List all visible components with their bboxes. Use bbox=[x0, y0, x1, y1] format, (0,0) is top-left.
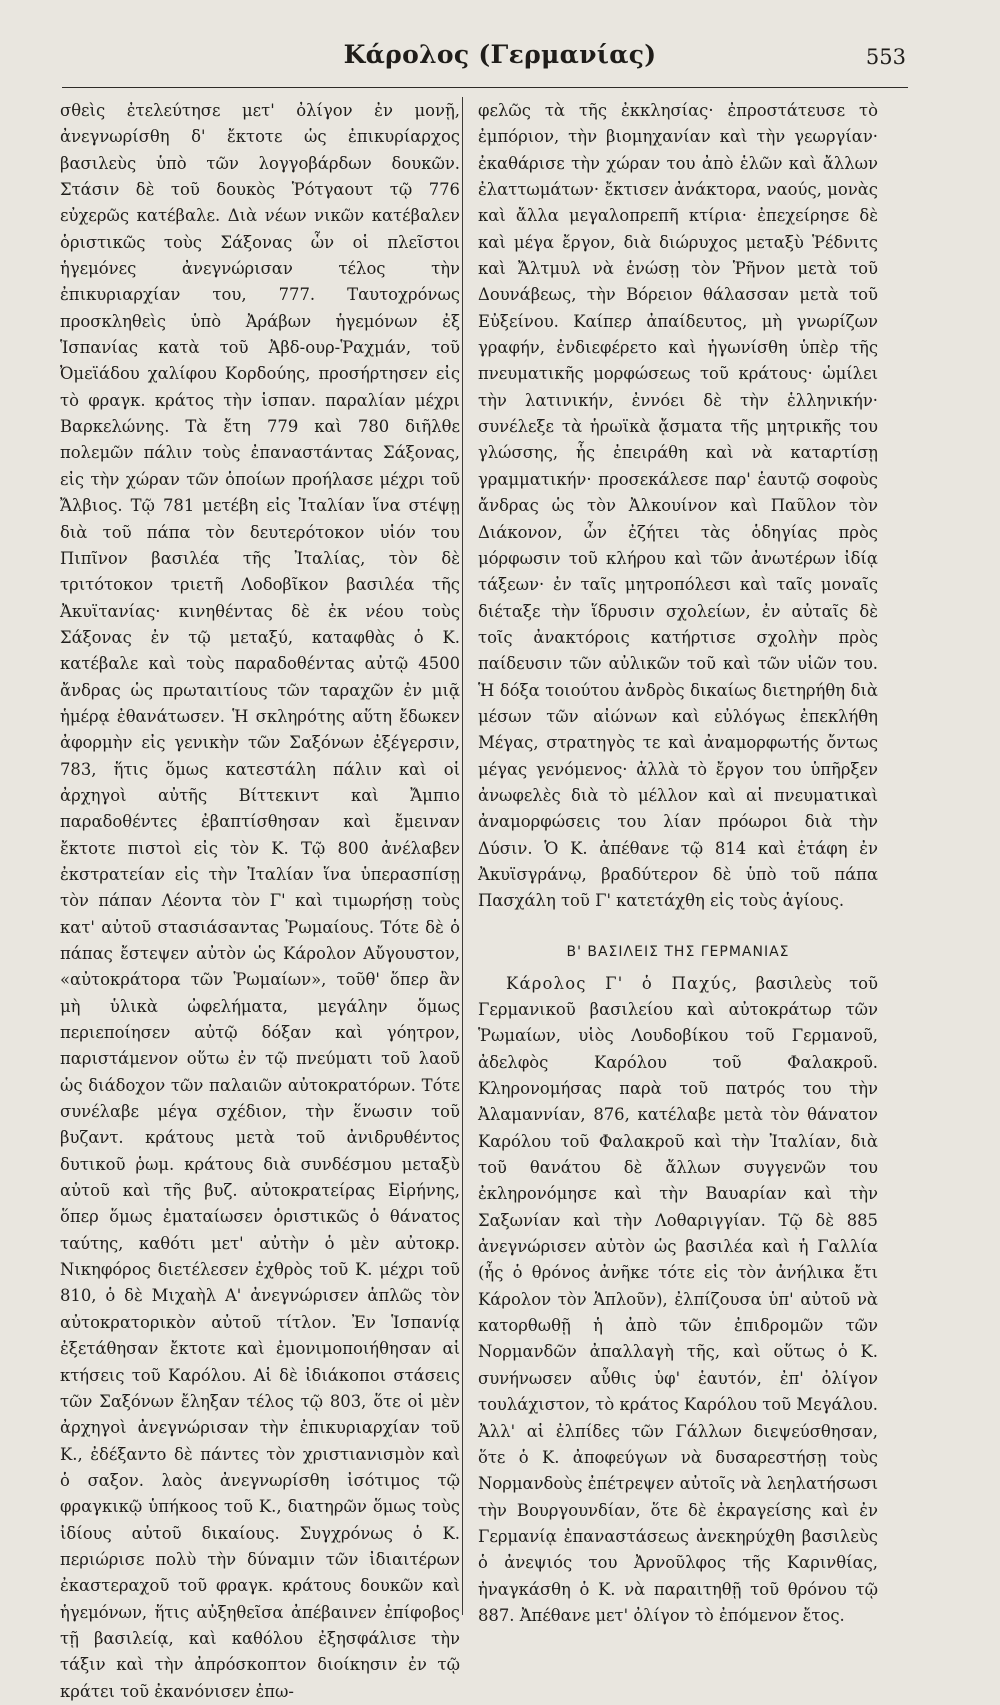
page-header bbox=[0, 40, 1000, 84]
left-column-text: σθεὶς ἐτελεύτησε μετ' ὀλίγον ἐν μονῇ, ἀνεγνωρίσθη δ' ἔκτοτε ὡς ἐπικυρίαρχος βασιλεὺς ὑπὸ τῶν λογγοβάρδων δουκῶν. Στάσιν δὲ τοῦ δουκὸς Ῥότγαουτ τῷ 776 εὐχερῶς κατέβαλε. Διὰ νέων νικῶν κατέβαλεν ὁριστικῶς τοὺς Σάξονας ὧν οἱ πλεῖστοι ἡγεμόνες ἀνεγνώρισαν τέλος τὴν ἐπικυριαρχίαν του, 777. Ταυτοχρόνως προσκληθεὶς ὑπὸ Ἀράβων ἡγεμόνων ἐξ Ἱσπανίας κατὰ τοῦ Ἀβδ-ουρ-Ῥαχμάν, τοῦ Ὀμεϊάδου χαλίφου Κορδούης, προσήρτησεν εἰς τὸ φραγκ. κράτος τὴν ἱσπαν. παραλίαν μέχρι Βαρκελώνης. Τὰ ἔτη 779 καὶ 780 διῆλθε πολεμῶν πάλιν τοὺς ἐπαναστάντας Σάξονας, εἰς τὴν χώραν τῶν ὁποίων προήλασε μέχρι τοῦ Ἄλβιος. Τῷ 781 μετέβη εἰς Ἰταλίαν ἵνα στέψῃ διὰ τοῦ πάπα τὸν δευτερότοκον υἱόν του Πιπῖνον βασιλέα τῆς Ἰταλίας, τὸν δὲ τριτότοκον τριετῆ Λοδοβῖκον βασιλέα τῆς Ἀκυϊτανίας· κινηθέντας δὲ ἐκ νέου τοὺς Σάξονας ἐν τῷ μεταξύ, καταφθὰς ὁ Κ. κατέβαλε καὶ τοὺς παραδοθέντας αὐτῷ 4500 ἄνδρας ὡς πρωταιτίους τῶν ταραχῶν ἐν μιᾷ ἡμέρᾳ ἐθανάτωσεν. Ἡ σκληρότης αὕτη ἔδωκεν ἀφορμὴν εἰς γενικὴν τῶν Σαξόνων ἐξέγερσιν, 783, ἥτις ὅμως κατεστάλη πάλιν καὶ οἱ ἀρχηγοὶ αὐτῆς Βίττεκιντ καὶ Ἄμπιο παραδοθέντες ἐβαπτίσθησαν καὶ ἔμειναν ἔκτοτε πιστοὶ εἰς τὸν Κ. Τῷ 800 ἀνέλαβεν ἐκστρατείαν εἰς τὴν Ἰταλίαν ἵνα ὑπερασπίσῃ τὸν πάπαν Λέοντα τὸν Γ' καὶ τιμωρήσῃ τοὺς κατ' αὐτοῦ στασιάσαντας Ῥωμαίους. Τότε δὲ ὁ πάπας ἔστεψεν αὐτὸν ὡς Κάρολον Αὔγουστον, «αὐτοκράτορα τῶν Ῥωμαίων», τοῦθ' ὅπερ ἂν μὴ ὑλικὰ ὠφελήματα, μεγάλην ὅμως περιεποίησεν αὐτῷ δόξαν καὶ γόητρον, παριστάμενον οὕτω ἐν τῷ πνεύματι τοῦ λαοῦ ὡς διάδοχον τῶν παλαιῶν αὐτοκρατόρων. Τότε συνέλαβε μέγα σχέδιον, τὴν ἕνωσιν τοῦ βυζαντ. κράτους μετὰ τοῦ ἀνιδρυθέντος δυτικοῦ ῥωμ. κράτους διὰ συνδέσμου μεταξὺ αὐτοῦ καὶ τῆς βυζ. αὐτοκρατείρας Εἰρήνης, ὅπερ ὅμως ἐματαίωσεν ὁριστικῶς ὁ θάνατος ταύτης, καθότι μετ' αὐτὴν ὁ μὲν αὐτοκρ. Νικηφόρος διετέλεσεν ἐχθρὸς τοῦ Κ. μέχρι τοῦ 810, ὁ δὲ Μιχαὴλ Α' ἀνεγνώρισεν ἁπλῶς τὸν αὐτοκρατορικὸν αὐτοῦ τίτλον. Ἐν Ἱσπανίᾳ ἐξετάθησαν ἔκτοτε καὶ ἐμονιμοποιήθησαν αἱ κτήσεις τοῦ Καρόλου. Αἱ δὲ ἰδιάκοποι στάσεις τῶν Σαξόνων ἔληξαν τέλος τῷ 803, ὅτε οἱ μὲν ἀρχηγοὶ ἀνεγνώρισαν τὴν ἐπικυριαρχίαν τοῦ Κ., ἐδέξαντο δὲ πάντες τὸν χριστιανισμὸν καὶ ὁ σαξον. λαὸς ἀνεγνωρίσθη ἰσότιμος τῷ φραγκικῷ ὑπήκοος τοῦ Κ., διατηρῶν ὅμως τοὺς ἰδίους αὐτοῦ δικαίους. Συγχρόνως ὁ Κ. περιώρισε πολὺ τὴν δύναμιν τῶν ἰδιαιτέρων ἐκαστεραχοῦ τοῦ φραγκ. κράτους δουκῶν καὶ ἡγεμόνων, ἥτις αὐξηθεῖσα ἀπέβαινεν ἐπίφοβος τῇ βασιλείᾳ, καὶ καθόλου ἐξησφάλισε τὴν τάξιν καὶ τὴν ἀπρόσκοπτον διοίκησιν ἐν τῷ κράτει τοῦ ἐκανόνισεν ἐπω- bbox=[60, 101, 460, 1701]
left-column bbox=[60, 98, 460, 1705]
entry-paragraph bbox=[478, 971, 878, 1630]
entry-lead: Κάρολος Γ' ὁ Παχύς, bbox=[506, 973, 739, 993]
right-column bbox=[478, 98, 878, 1629]
running-title: Κάρολος (Γερμανίας) bbox=[343, 40, 657, 69]
section-heading: Β' ΒΑΣΙΛΕΙΣ ΤΗΣ ΓΕΡΜΑΝΙΑΣ bbox=[566, 943, 790, 960]
entry-text: βασιλεὺς τοῦ Γερμανικοῦ βασιλείου καὶ αὐτοκράτωρ τῶν Ῥωμαίων, υἱὸς Λουδοβίκου τοῦ Γερμανοῦ, ἀδελφὸς Καρόλου τοῦ Φαλακροῦ. Κληρονομήσας παρὰ τοῦ πατρός του τὴν Ἀλαμαννίαν, 876, κατέλαβε μετὰ τὸν θάνατον Καρόλου τοῦ Φαλακροῦ καὶ τὴν Ἰταλίαν, διὰ τοῦ θανάτου δὲ ἄλλων συγγενῶν του ἐκληρονόμησε καὶ τὴν Βαυαρίαν καὶ τὴν Σαξωνίαν καὶ τὴν Λοθαριγγίαν. Τῷ δὲ 885 ἀνεγνώρισεν αὐτὸν ὡς βασιλέα καὶ ἡ Γαλλία (ἧς ὁ θρόνος ἀνῆκε τότε εἰς τὸν ἀνήλικα ἔτι Κάρολον τὸν Ἁπλοῦν), ἐλπίζουσα ὑπ' αὐτοῦ νὰ κατορθωθῇ ἡ ἀπὸ τῶν ἐπιδρομῶν τῶν Νορμανδῶν ἀπαλλαγὴ τῆς, καὶ οὕτως ὁ Κ. συνήνωσεν αὖθις ὑφ' ἑαυτόν, ἐπ' ὀλίγον τουλάχιστον, τὸ κράτος Καρόλου τοῦ Μεγάλου. Ἀλλ' αἱ ἐλπίδες τῶν Γάλλων διεψεύσθησαν, ὅτε ὁ Κ. ἀποφεύγων νὰ δυσαρεστήσῃ τοὺς Νορμανδοὺς ἐπέτρεψεν αὐτοῖς νὰ λεηλατήσωσι τὴν Βουργουνδίαν, ὅτε δὲ ἐκραγείσης καὶ ἐν Γερμανίᾳ ἐπαναστάσεως ἀνεκηρύχθη βασιλεὺς ὁ ἀνεψιός του Ἀρνοῦλφος τῆς Καρινθίας, ἠναγκάσθη ὁ Κ. νὰ παραιτηθῇ τοῦ θρόνου τῷ 887. Ἀπέθανε μετ' ὀλίγον τὸ ἐπόμενον ἔτος. bbox=[478, 973, 878, 1625]
column-divider bbox=[462, 97, 463, 1615]
header-rule bbox=[62, 87, 908, 88]
right-column-text: φελῶς τὰ τῆς ἐκκλησίας· ἐπροστάτευσε τὸ ἐμπόριον, τὴν βιομηχανίαν καὶ τὴν γεωργίαν· ἐκαθάρισε τὴν χώραν του ἀπὸ ἑλῶν καὶ ἄλλων ἐλαττωμάτων· ἔκτισεν ἀνάκτορα, ναούς, μονὰς καὶ ἄλλα μεγαλοπρεπῆ κτίρια· ἐπεχείρησε δὲ καὶ μέγα ἔργον, διὰ διώρυχος μεταξὺ Ῥέδνιτς καὶ Ἄλτμυλ νὰ ἑνώσῃ τὸν Ῥῆνον μετὰ τοῦ Δουνάβεως, τὴν Βόρειον θάλασσαν μετὰ τοῦ Εὐξείνου. Καίπερ ἀπαίδευτος, μὴ γνωρίζων γραφήν, ἐνδιεφέρετο καὶ ἠγωνίσθη ὑπὲρ τῆς πνευματικῆς μορφώσεως τοῦ κράτους· ὡμίλει τὴν λατινικήν, ἐννόει δὲ τὴν ἑλληνικήν· συνέλεξε τὰ ἡρωϊκὰ ᾄσματα τῆς μητρικῆς του γλώσσης, ἧς ἐπειράθη καὶ νὰ καταρτίσῃ γραμματικήν· προσεκάλεσε παρ' ἑαυτῷ σοφοὺς ἄνδρας ὡς τὸν Ἀλκουίνον καὶ Παῦλον τὸν Διάκονον, ὧν ἐζήτει τὰς ὁδηγίας πρὸς μόρφωσιν τοῦ κλήρου καὶ τῶν ἀνωτέρων ἰδίᾳ τάξεων· ἐν ταῖς μητροπόλεσι καὶ ταῖς μοναῖς διέταξε τὴν ἵδρυσιν σχολείων, ἐν αὐταῖς δὲ τοῖς ἀνακτόροις κατήρτισε σχολὴν πρὸς παίδευσιν τῶν αὐλικῶν τοῦ καὶ τῶν υἱῶν του. Ἡ δόξα τοιούτου ἀνδρὸς δικαίως διετηρήθη διὰ μέσων τῶν αἰώνων καὶ εὐλόγως ἐπεκλήθη Μέγας, στρατηγὸς τε καὶ ἀναμορφωτής ὄντως μέγας γενόμενος· ἀλλὰ τὸ ἔργον του ὑπῆρξεν ἀνωφελὲς διὰ τὸ μέλλον καὶ αἱ πνευματικαὶ ἀναμορφώσεις του λίαν πρόωροι διὰ τὴν Δύσιν. Ὁ Κ. ἀπέθανε τῷ 814 καὶ ἐτάφη ἐν Ἀκυϊσγράνῳ, βραδύτερον δὲ ὑπὸ τοῦ πάπα Πασχάλη τοῦ Γ' κατετάχθη εἰς τοὺς ἁγίους. bbox=[478, 101, 878, 911]
page-number: 553 bbox=[865, 45, 906, 69]
